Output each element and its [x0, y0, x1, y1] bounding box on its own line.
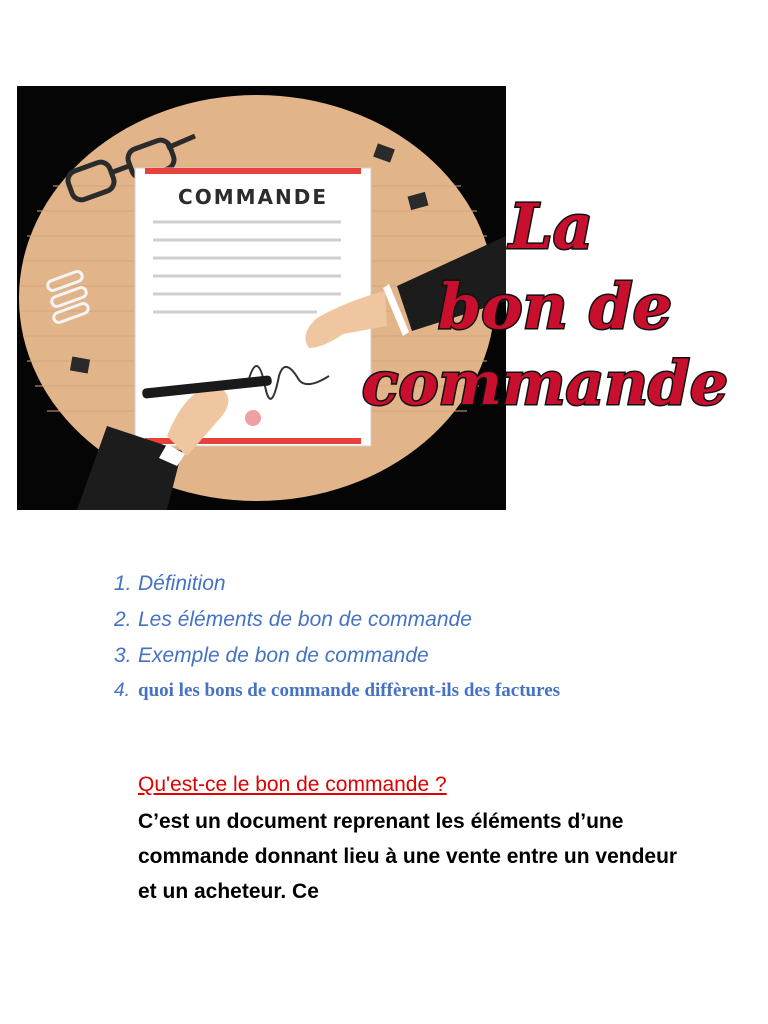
toc-item-example: [114, 638, 734, 674]
toc-item-difference: [114, 676, 734, 705]
toc-item-number: 4.: [114, 680, 130, 701]
toc-item-definition: [114, 566, 734, 602]
stamp-mark: [245, 410, 261, 426]
toc-item-number: 3.: [114, 644, 132, 667]
title-line-3: commande: [361, 349, 729, 419]
document-heading: COMMANDE: [178, 185, 328, 209]
order-document: [135, 168, 371, 446]
title-artwork: [345, 178, 755, 428]
table-of-contents: [114, 566, 734, 705]
title-line-2: bon de: [437, 270, 673, 343]
toc-item-label: Exemple de bon de commande: [138, 644, 429, 667]
toc-item-number: 2.: [114, 608, 132, 631]
definition-section: [138, 770, 698, 909]
section-heading: Qu'est-ce le bon de commande ?: [138, 773, 447, 796]
toc-item-label: Les éléments de bon de commande: [138, 608, 472, 631]
toc-item-number: 1.: [114, 572, 132, 595]
section-body: C’est un document reprenant les éléments d’une commande donnant lieu à une vente entre un vendeur et un acheteur. Ce: [138, 810, 678, 903]
toc-item-label: Définition: [138, 572, 226, 595]
toc-item-label: quoi les bons de commande diffèrent-ils des factures: [138, 680, 561, 701]
title-line-1: La: [509, 190, 593, 263]
toc-item-elements: [114, 602, 734, 638]
